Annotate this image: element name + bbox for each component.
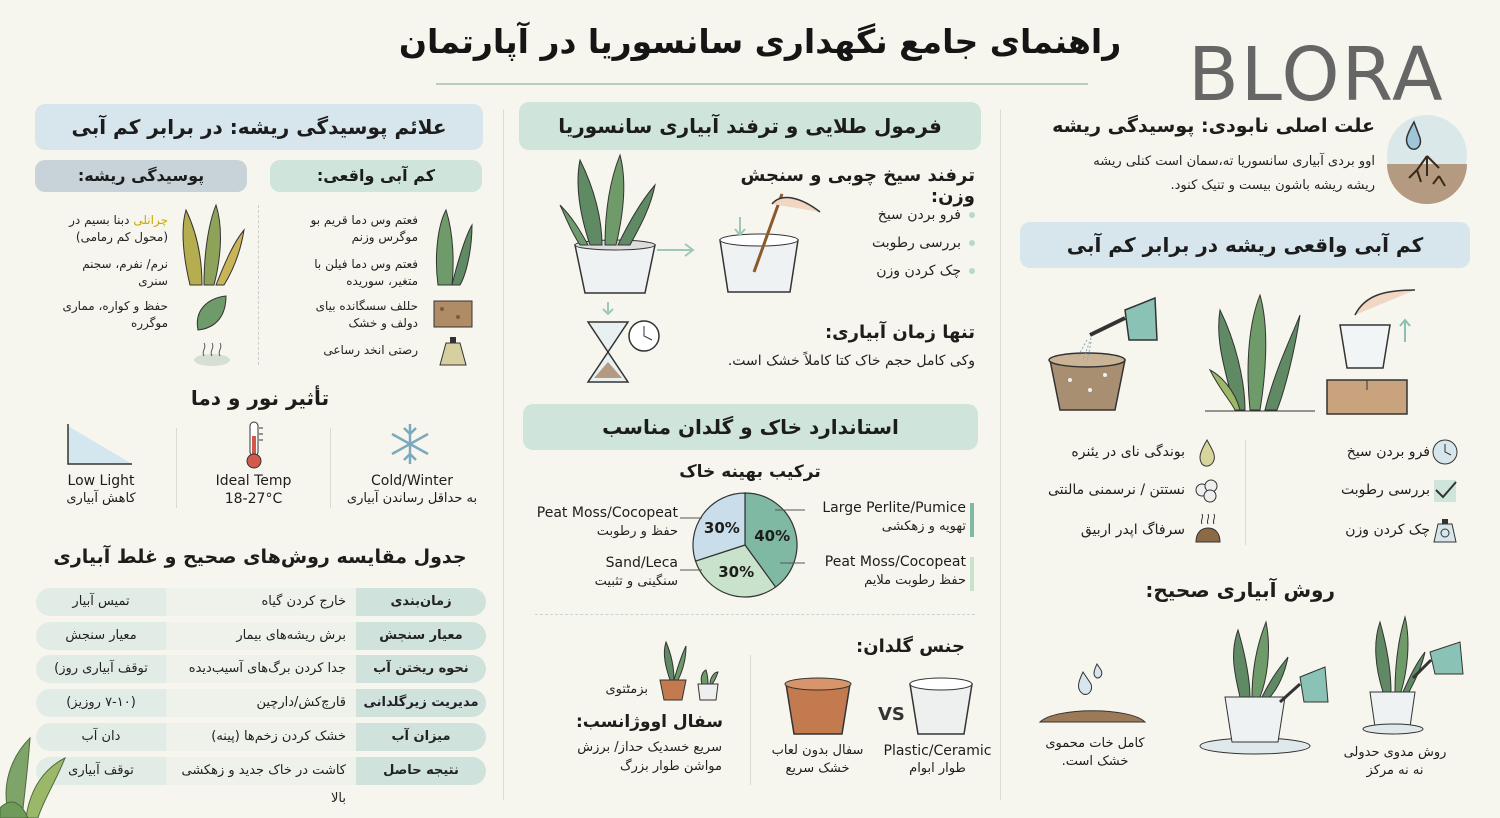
pie-slice-label: 30% <box>703 519 740 538</box>
light-item-ideal-temp: Ideal Temp 18-27°C <box>215 473 292 507</box>
method-caption-3: کامل خات محموی خشک است. <box>1045 736 1145 769</box>
weigh-pot-icon <box>1327 290 1415 414</box>
table-cell: توقف آبیاری روز) <box>36 655 166 683</box>
mid-banner-golden-formula: فرمول طلایی و ترفند آبیاری سانسوریا <box>519 102 981 150</box>
page-title: راهنمای جامع نگهداری سانسوریا در آپارتمان <box>398 22 1122 61</box>
table-row <box>36 588 486 616</box>
stick-trick-title: ترفند سیخ چوبی و سنجش وزن: <box>740 165 975 207</box>
subheader-underwater: کم آبی واقعی: <box>270 160 482 192</box>
table-cell: نحوه ریختن آب <box>356 655 486 683</box>
underwater-sign-4: رصتی انخد رساعی <box>323 343 418 357</box>
clock-icon <box>1433 440 1457 464</box>
stick-item-1: فرو بردن سیخ <box>820 206 975 225</box>
pots-comparison <box>778 672 998 742</box>
odor-icon <box>194 343 230 366</box>
rot-sign-1: چرانلی دبنا بسیم در (محول کم رمامی) <box>69 213 168 244</box>
stick-item-3: چک کردن وزن <box>820 262 975 281</box>
pot-divider <box>750 655 751 785</box>
right-banner-underwater-vs-rot: کم آبی واقعی ریشه در برابر کم آبی <box>1020 222 1470 268</box>
pie-slice-label: 30% <box>718 563 755 582</box>
list-item: بررسی رطوبت <box>1340 482 1430 498</box>
watering-illustrations <box>1045 290 1465 420</box>
method-caption-1: روش مدوی حدولی نه نه مرکز <box>1343 745 1447 778</box>
table-cell: معیار سنجش <box>36 622 166 650</box>
check-icon <box>1434 480 1456 502</box>
table-cell: خارج کردن گیاه <box>166 588 356 616</box>
table-cell: میزان آب <box>356 723 486 751</box>
legend-swatch <box>970 503 974 537</box>
stick-test-icon <box>712 192 822 300</box>
dry-soil-icon <box>1040 664 1145 722</box>
low-light-icon <box>64 422 134 466</box>
legend-right-2: Peat Moss/Cocopeat حفظ رطوبت ملایم <box>824 554 966 588</box>
table-cell: مدیریت زیرگلدانی <box>356 689 486 717</box>
left-banner-rot-signs: علائم پوسیدگی ریشه: در برابر کم آبی <box>35 104 483 150</box>
potted-plant-icon <box>560 155 680 295</box>
light-divider-2 <box>330 428 331 508</box>
rot-icon <box>1196 514 1220 542</box>
light-item-low-light: Low Light کاهش آبیاری <box>66 473 136 506</box>
root-rot-cause-text-1: اوو بردی آبیاری سانسوریا تە،سمان است کنلی ریشه <box>1093 154 1375 169</box>
rot-icons <box>176 200 248 370</box>
plastic-pot-icon <box>910 678 972 734</box>
mold-icon <box>1196 480 1217 502</box>
table-row <box>36 622 486 650</box>
table-row <box>36 655 486 683</box>
table-cell: خشک کردن زخم‌ها (پینه) <box>166 723 356 751</box>
watering-time-title: تنها زمان آبیاری: <box>824 322 975 343</box>
legend-left-1: Peat Moss/Cocopeat حفظ و رطوبت <box>536 505 678 539</box>
table-cell: معیار سنجش <box>356 622 486 650</box>
table-cell: قارچ‌کش/دارچین <box>166 689 356 717</box>
table-row <box>36 757 486 806</box>
underwater-sign-1: فعتم وس دما قریم بو موگرس وزنم <box>310 213 418 244</box>
legend-swatch <box>970 557 974 591</box>
hourglass-timer-icon <box>580 300 670 390</box>
subheader-root-rot: پوسیدگی ریشه: <box>35 160 247 192</box>
underwater-sign-3: حللف سسگانده بیای دولف و خشک <box>315 299 418 330</box>
list-item: نستتن / نرسمنی مالنتی <box>1047 482 1185 498</box>
pie-slice-label: 40% <box>754 527 791 546</box>
table-cell: کاشت در خاک جدید و زهکشی بالا <box>166 757 356 785</box>
table-cell: برش ریشه‌های بیمار <box>166 622 356 650</box>
method-title: روش آبیاری صحیح: <box>1145 578 1335 602</box>
soil-pot-icon <box>1049 353 1125 410</box>
dashed-divider <box>535 614 975 615</box>
stick-item-2: بررسی رطوبت <box>820 234 975 253</box>
saucer-watering-icon <box>1200 622 1328 754</box>
list-item: سرفاگ اپدر اربیق <box>1080 522 1185 538</box>
column-divider-right <box>1000 110 1001 800</box>
yellow-leaves-icon <box>183 205 244 285</box>
drop-icon <box>1200 440 1214 466</box>
table-row <box>36 723 486 751</box>
corner-leaves-icon <box>0 718 75 818</box>
rot-sign-2: نرم/ نفرم، سجنم سنری <box>82 257 168 288</box>
comparison-table-title: جدول مقایسه روش‌های صحیح و غلط آبیاری <box>53 546 467 568</box>
repot-plants-icon <box>652 640 724 702</box>
scale-icon <box>1434 519 1456 542</box>
terracotta-pot-caption: سفال بدون لعاب خشک سریع <box>771 743 864 776</box>
legend-left-2: Sand/Leca سنگینی و تثبیت <box>594 555 678 589</box>
clay-sub-label: بزمٹتوی <box>605 682 648 697</box>
table-cell: توقف آبیاری <box>36 757 166 785</box>
title-underline <box>436 83 1088 85</box>
method-illustrations <box>1035 612 1475 732</box>
table-row <box>36 689 486 717</box>
table-cell: تمیس آبیار <box>36 588 166 616</box>
light-item-cold: Cold/Winter به حداقل رساندن آبیاری <box>346 473 478 506</box>
clay-pot-title: سفال اوو‌ژانسب: <box>575 712 723 732</box>
bottom-watering-icon <box>1363 617 1463 734</box>
arrow-right-icon <box>655 240 700 260</box>
wrinkled-leaf-icon <box>436 210 472 285</box>
chart-title: ترکیب بهینه خاک <box>679 462 821 482</box>
light-divider-1 <box>176 428 177 508</box>
list-item: بوندگی نای در یئنره <box>1071 444 1185 460</box>
mid-banner-soil-standard: استاندارد خاک و گلدان مناسب <box>523 404 978 450</box>
light-pot-icon <box>440 337 466 365</box>
pie-leader-lines <box>770 495 805 575</box>
terracotta-pot-icon <box>785 678 851 734</box>
table-cell: (۷-۱۰ روزیز) <box>36 689 166 717</box>
light-temp-title: تأثیر نور و دما <box>190 386 330 410</box>
table-cell: زمان‌بندی <box>356 588 486 616</box>
dashed-vertical-divider <box>258 205 259 365</box>
root-drop-icon <box>1384 112 1470 198</box>
clay-pot-text-1: سریع خسدیک حداز/ برزش <box>577 740 722 755</box>
snake-plant-icon <box>1205 295 1315 411</box>
root-rot-cause-title: علت اصلی نابودی: پوسیدگی ریشه <box>1052 115 1375 137</box>
soft-leaf-icon <box>197 296 226 330</box>
blora-logo <box>1188 30 1478 118</box>
clay-pot-text-2: مواشن طوار بزرگ <box>619 759 722 774</box>
underwater-icons <box>428 205 478 370</box>
underwater-sign-2: فعتم وس دما فیلن با متغیر، سوریده <box>314 257 418 288</box>
thermometer-icon <box>242 420 266 470</box>
column-divider-left <box>503 110 504 800</box>
svg-text:BLORA: BLORA <box>1188 32 1445 118</box>
root-rot-cause-text-2: ریشه ریشه باشون بیست و تنیک کنود. <box>1170 178 1375 193</box>
list-item: فرو بردن سیخ <box>1346 444 1430 460</box>
list-item: چک کردن وزن <box>1345 522 1430 538</box>
pot-material-title: جنس گلدان: <box>856 636 965 657</box>
watering-time-text: وکی کامل حجم خاک کتا کاملاً خشک است. <box>727 353 975 369</box>
pie-leader-lines-left <box>680 510 705 580</box>
table-cell: نتیجه حاصل <box>356 757 486 785</box>
snowflake-icon <box>388 422 432 466</box>
table-cell: جدا کردن برگ‌های آسیب‌دیده <box>166 655 356 683</box>
plastic-pot-caption: Plastic/Ceramic طوار ابوام <box>883 743 992 776</box>
rot-sign-3: حفظ و کواره، مماری موگرره <box>62 299 168 330</box>
table-cell: دان آب <box>36 723 166 751</box>
svg-text:VS: VS <box>878 704 905 725</box>
dry-soil-icon <box>434 301 472 327</box>
list-divider <box>1245 440 1246 545</box>
legend-right-1: Large Perlite/Pumice تهویه و زهکشی <box>822 500 966 534</box>
